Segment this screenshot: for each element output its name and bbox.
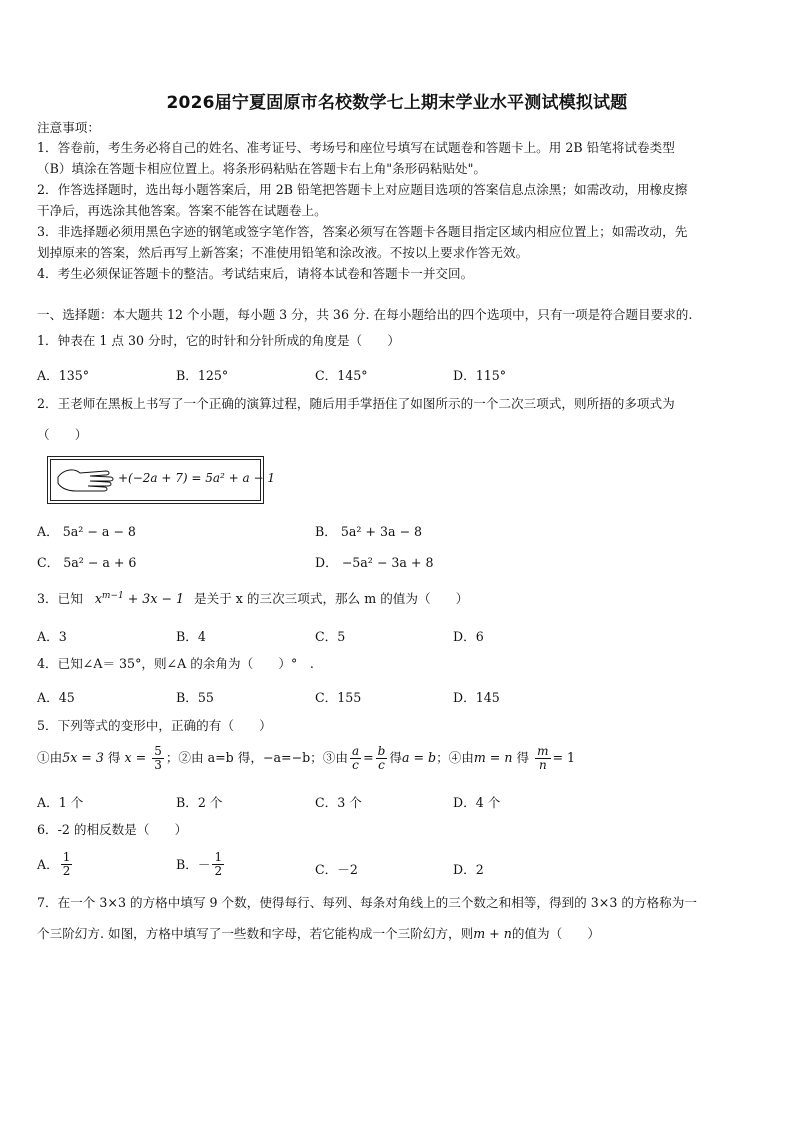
q5-option-c: C．3 个 <box>315 795 362 810</box>
notice-item: 3．非选择题必须用黑色字迹的钢笔或签字笔作答，答案必须写在答题卡各题目指定区域内相应位置上；如需改动，先 <box>37 224 688 239</box>
q2-option-b: B． 5a² + 3a − 8 <box>315 524 423 539</box>
question-7-line-2 <box>37 926 759 942</box>
q5-option-d: D．4 个 <box>453 795 501 810</box>
q5-text: = 1 <box>552 750 576 765</box>
denominator: 2 <box>214 864 223 878</box>
option-label: A． <box>37 857 59 872</box>
q3-option-b: B．4 <box>176 629 206 644</box>
notice-item: （B）填涂在答题卡相应位置上。将条形码粘贴在答题卡右上角"条形码粘贴处"。 <box>37 161 487 176</box>
q5-math: m = n <box>473 750 513 765</box>
notice-item: 2．作答选择题时，选出每小题答案后，用 2B 铅笔把答题卡上对应题目选项的答案信息点涂黑；如需改动，用橡皮擦 <box>37 182 688 197</box>
denominator: n <box>538 758 547 772</box>
q6-option-a <box>37 851 74 878</box>
notice-item: 干净后，再选涂其他答案。答案不能答在试题卷上。 <box>37 203 327 218</box>
q4-option-b: B．55 <box>176 690 214 705</box>
q5-text: 得 <box>516 750 530 765</box>
q3-option-d: D．6 <box>453 629 484 644</box>
q2-option-c: C． 5a² − a + 6 <box>37 555 137 570</box>
fraction-a-over-c <box>350 745 361 772</box>
q6-option-b <box>176 851 226 878</box>
q3-math-x: x <box>94 591 102 607</box>
question-2-stem: 2．王老师在黑板上书写了一个正确的演算过程，随后用手掌捂住了如图所示的一个二次三项式，则所捂的多项式为 <box>37 396 675 411</box>
q3-exponent: m−1 <box>101 591 124 601</box>
question-1-stem: 1．钟表在 1 点 30 分时，它的时针和分针所成的角度是（ ） <box>37 333 400 348</box>
denominator: 2 <box>62 864 71 878</box>
q6-option-d: D．2 <box>453 862 484 877</box>
option-label: B．－ <box>176 857 211 872</box>
q7-text: 个三阶幻方. 如图，方格中填写了一些数和字母，若它能构成一个三阶幻方，则 <box>37 926 474 941</box>
q1-option-c: C．145° <box>315 368 368 383</box>
hand-icon <box>54 463 116 497</box>
numerator: m <box>537 744 549 758</box>
question-7-line-1: 7．在一个 3×3 的方格中填写 9 个数，使得每行、每列、每条对角线上的三个数之和相等，得到的 3×3 的方格称为一 <box>37 895 697 910</box>
q5-text: ；④由 <box>436 750 474 765</box>
denominator: c <box>352 758 359 772</box>
q4-option-d: D．145 <box>453 690 500 705</box>
q5-text: 得 <box>107 750 121 765</box>
notice-item: 4．考生必须保证答题卡的整洁。考试结束后，请将本试卷和答题卡一并交回。 <box>37 266 474 281</box>
fraction-b-over-c <box>376 745 388 772</box>
question-6-stem: 6．-2 的相反数是（ ） <box>37 822 188 837</box>
page-title: 2026届宁夏固原市名校数学七上期末学业水平测试模拟试题 <box>166 93 628 113</box>
q7-math: m + n <box>473 926 512 941</box>
q5-text: 得 <box>389 750 402 765</box>
question-4-stem: 4．已知∠A＝ 35°，则∠A 的余角为（ ）° . <box>37 656 314 671</box>
fraction-5-over-3 <box>152 745 164 772</box>
numerator: 1 <box>62 850 71 864</box>
q3-math-rest: + 3x − 1 <box>127 591 184 607</box>
denominator: 3 <box>154 758 162 772</box>
q7-text: 的值为（ ） <box>511 926 600 941</box>
q1-option-d: D．115° <box>453 368 507 383</box>
q5-math: a = b <box>401 750 437 765</box>
question-5-stem: 5．下列等式的变形中，正确的有（ ） <box>37 718 272 733</box>
denominator: c <box>378 758 385 772</box>
numerator: 5 <box>154 744 162 758</box>
question-2-paren: （ ） <box>37 427 88 442</box>
q5-text: ；②由 a=b 得，−a=−b；③由 <box>165 750 348 765</box>
q6-option-c: C．－2 <box>315 862 358 877</box>
q3-text-post: 是关于 x 的三次三项式，那么 m 的值为（ ） <box>194 591 469 607</box>
q5-math: x = <box>124 750 147 765</box>
q5-equals: = <box>363 750 374 765</box>
q4-option-c: C．155 <box>315 690 362 705</box>
fraction-1-over-2 <box>61 851 73 878</box>
notice-item: 划掉原来的答案，然后再写上新答案；不准使用铅笔和涂改液。不按以上要求作答无效。 <box>37 245 529 260</box>
q3-option-c: C．5 <box>315 629 346 644</box>
q3-option-a: A．3 <box>37 629 67 644</box>
q3-text-pre: 3．已知 <box>37 591 83 607</box>
notice-item: 1．答卷前，考生务必将自己的姓名、准考证号、考场号和座位号填写在试题卷和答题卡上。用 2B 铅笔将试卷类型 <box>37 140 675 155</box>
q5-option-a: A．1 个 <box>37 795 84 810</box>
question-3-stem <box>37 588 759 607</box>
q1-option-a: A．135° <box>37 368 90 383</box>
q5-math: 5x = 3 <box>62 750 104 765</box>
figure-equation: +(−2a + 7) = 5a² + a − 1 <box>118 471 276 485</box>
q2-option-d: D． −5a² − 3a + 8 <box>315 555 434 570</box>
fraction-m-over-n <box>535 745 550 772</box>
numerator: b <box>377 744 386 758</box>
q2-option-a: A． 5a² − a − 8 <box>37 524 136 539</box>
fraction-1-over-2 <box>212 851 224 878</box>
section-heading: 一、选择题：本大题共 12 个小题，每小题 3 分，共 36 分. 在每小题给出的四个选项中，只有一项是符合题目要求的. <box>37 307 693 322</box>
q1-option-b: B．125° <box>176 368 229 383</box>
q5-option-b: B．2 个 <box>176 795 223 810</box>
covered-expression-figure <box>47 456 276 504</box>
q4-option-a: A．45 <box>37 690 75 705</box>
q5-text: ①由 <box>37 750 63 765</box>
numerator: 1 <box>214 850 223 864</box>
q5-statements <box>37 743 759 777</box>
numerator: a <box>351 744 360 758</box>
notice-heading: 注意事项： <box>37 120 100 135</box>
